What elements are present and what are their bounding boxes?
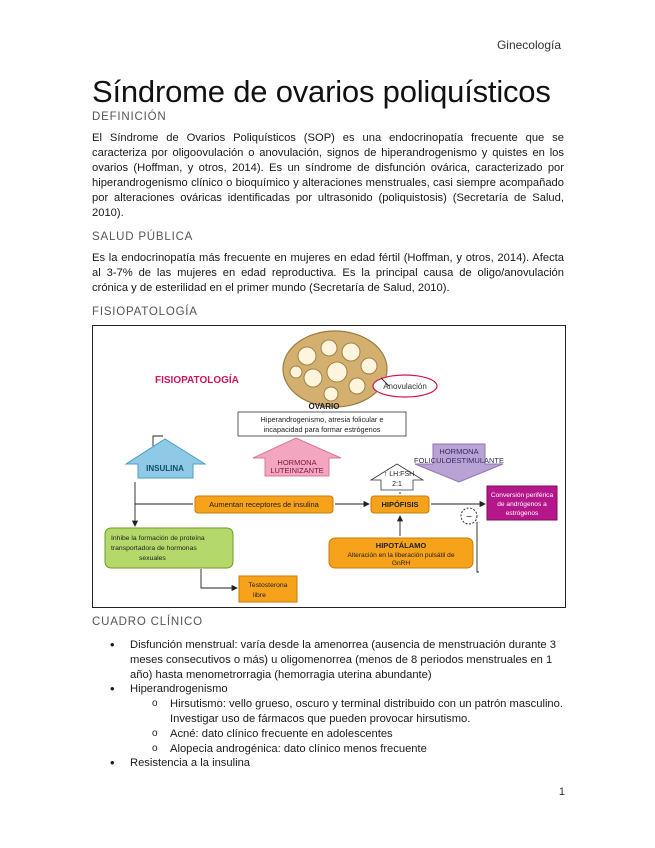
anovulacion-label: Anovulación bbox=[383, 382, 427, 391]
page-title: Síndrome de ovarios poliquísticos bbox=[92, 74, 551, 109]
inhibe-line2: transportadora de hormonas bbox=[111, 545, 197, 552]
ovario-desc-line2: incapacidad para formar estrógenos bbox=[263, 425, 381, 434]
lh-label-line1: HORMONA bbox=[277, 458, 317, 467]
hipofisis-label: HIPÓFISIS bbox=[381, 500, 419, 509]
hipotalamo-line2: Alteración en la liberación pulsátil de bbox=[347, 552, 455, 559]
testosterona-line2: libre bbox=[253, 592, 266, 599]
lh-label-line2: LUTEINIZANTE bbox=[270, 466, 324, 475]
list-item: • Resistencia a la insulina bbox=[110, 756, 570, 771]
conversion-line3: estrógenos bbox=[505, 510, 539, 517]
sub-list-item: o Hirsutismo: vello grueso, oscuro y terminal distribuido con un patrón masculino. Investigar uso de fármacos que pueden provocar hirsutismo. bbox=[152, 697, 570, 727]
inhibe-line3: sexuales bbox=[139, 555, 166, 562]
section-heading-cuadro-clinico: CUADRO CLÍNICO bbox=[92, 616, 203, 628]
inhibe-line1: Inhibe la formación de proteína bbox=[111, 535, 205, 542]
definicion-paragraph: El Síndrome de Ovarios Poliquísticos (SOP) es una endocrinopatía frecuente que se caracteriza por oligoovulación o anovulación, signos de hiperandrogenismo y quistes en los ovarios (Hoffman, y otros, 2014). Es un síndrome de disfunción ovárica, caracterizado por hiperandrogenismo clínico o bioquímico y alteraciones menstruales, casi siempre acompañado por alteraciones ováricas identificadas por ultrasonido (poliquistosis) (Secretaría de Salud, 2010). bbox=[92, 132, 564, 219]
receptores-label: Aumentan receptores de insulina bbox=[209, 500, 319, 509]
testosterona-line1: Testosterona bbox=[248, 582, 288, 589]
conversion-line2: de andrógenos a bbox=[497, 501, 547, 508]
section-heading-salud-publica: SALUD PÚBLICA bbox=[92, 231, 194, 243]
fisiopatologia-diagram bbox=[92, 325, 566, 608]
diagram-title: FISIOPATOLOGÍA bbox=[155, 375, 239, 386]
list-item: • Hiperandrogenismo bbox=[110, 682, 570, 697]
page-number: 1 bbox=[558, 786, 565, 798]
sub-list bbox=[110, 697, 570, 756]
hipotalamo-line3: GnRH bbox=[391, 560, 411, 567]
insulina-label: INSULINA bbox=[146, 464, 184, 473]
fsh-label-line2: FOLICULOESTIMULANTE bbox=[413, 456, 505, 465]
fsh-label-line1: HORMONA bbox=[439, 447, 479, 456]
list-item: • Disfunción menstrual: varía desde la amenorrea (ausencia de menstruación durante 3 meses consecutivos o más) u oligomenorrea (menos de 8 periodos menstruales en 1 año) hasta menometrorragia (hemorragia uterina abundante) bbox=[110, 638, 570, 682]
document-header: Ginecología bbox=[496, 38, 561, 52]
section-heading-fisiopatologia: FISIOPATOLOGÍA bbox=[92, 306, 198, 318]
ovario-label: OVARIO bbox=[308, 402, 340, 411]
section-heading-definicion: DEFINICIÓN bbox=[92, 111, 167, 123]
testosterona-box bbox=[239, 576, 297, 602]
ratio-line1: ↑ LH:FSH bbox=[383, 471, 415, 478]
minus-sign: − bbox=[466, 512, 472, 523]
ratio-line2: 2:1 bbox=[392, 481, 402, 488]
conversion-line1: Conversión periférica bbox=[490, 492, 554, 499]
ovary-illustration bbox=[283, 331, 387, 407]
hipotalamo-line1: HIPOTÁLAMO bbox=[375, 541, 427, 550]
cuadro-clinico-list bbox=[110, 638, 570, 771]
sub-list-item: o Acné: dato clínico frecuente en adolescentes bbox=[152, 727, 570, 742]
ovario-desc-line1: Hiperandrogenismo, atresia folicular e bbox=[260, 415, 384, 424]
salud-publica-paragraph: Es la endocrinopatía más frecuente en mujeres en edad fértil (Hoffman, y otros, 2014). Afecta al 3-7% de las mujeres en edad reproductiva. Es la principal causa de oligo/anovulación crónica y de esterilidad en el primer mundo (Secretaría de Salud, 2010). bbox=[92, 252, 564, 294]
sub-list-item: o Alopecia androgénica: dato clínico menos frecuente bbox=[152, 742, 570, 757]
